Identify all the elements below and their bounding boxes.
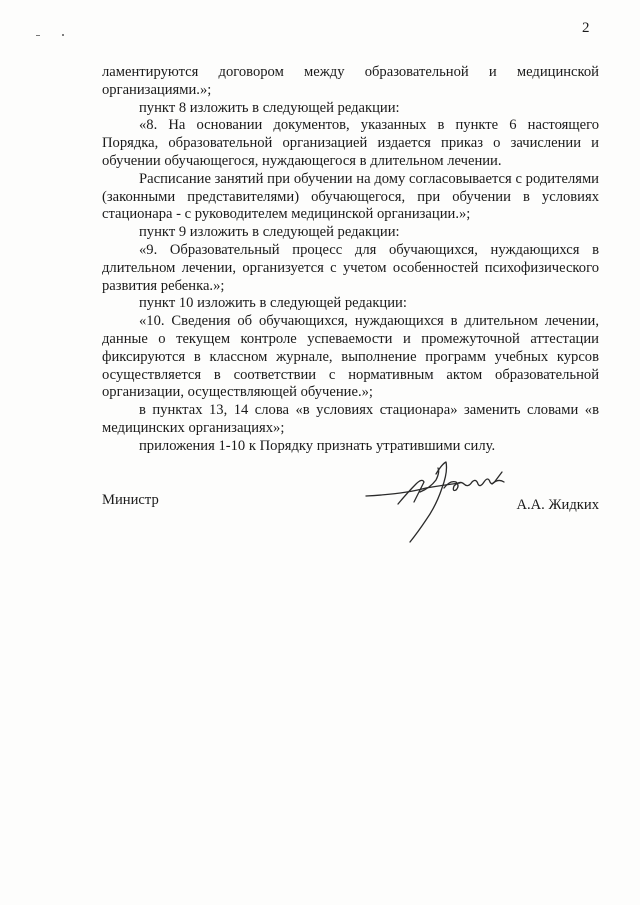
paragraph: пункт 9 изложить в следующей редакции:	[139, 224, 400, 241]
scan-artifact-dash	[36, 35, 40, 36]
page-number: 2	[582, 20, 590, 36]
paragraph: «10. Сведения об обучающихся, нуждающихся в длительном лечении, данные о текущем контроле успеваемости и промежуточной аттестации фиксируются в классном журнале, выполнение программ учебных курсов осуществляется в соответствии с нормативным актом образовательной организации, осуществляющей обучение.»;	[102, 313, 599, 401]
paragraph: в пунктах 13, 14 слова «в условиях стационара» заменить словами «в медицинских организациях»;	[102, 402, 599, 436]
paragraph: пункт 8 изложить в следующей редакции:	[139, 99, 400, 116]
paragraph: пункт 10 изложить в следующей редакции:	[139, 295, 407, 312]
paragraph: ламентируются договором между образовательной и медицинской организациями.»;	[102, 64, 599, 98]
paragraph: приложения 1-10 к Порядку признать утратившими силу.	[139, 437, 496, 454]
paragraph: «9. Образовательный процесс для обучающихся, нуждающихся в длительном лечении, организуется с учетом особенностей психофизического развития ребенка.»;	[102, 241, 599, 294]
document-body	[102, 64, 599, 456]
signature-block	[102, 492, 599, 552]
paragraph: «8. На основании документов, указанных в пункте 6 настоящего Порядка, образовательной организацией издается приказ о зачислении и обучении обучающегося, нуждающегося в длительном лечении.	[102, 117, 599, 169]
signer-position: Министр	[102, 492, 159, 508]
paragraph: Расписание занятий при обучении на дому согласовывается с родителями (законными представителями) обучающегося, при обучении в условиях стационара - с руководителем медицинской организации.»;	[102, 170, 599, 223]
handwritten-signature	[364, 458, 514, 548]
scan-artifact-dot	[62, 34, 64, 36]
signer-name: А.А. Жидких	[516, 497, 599, 513]
